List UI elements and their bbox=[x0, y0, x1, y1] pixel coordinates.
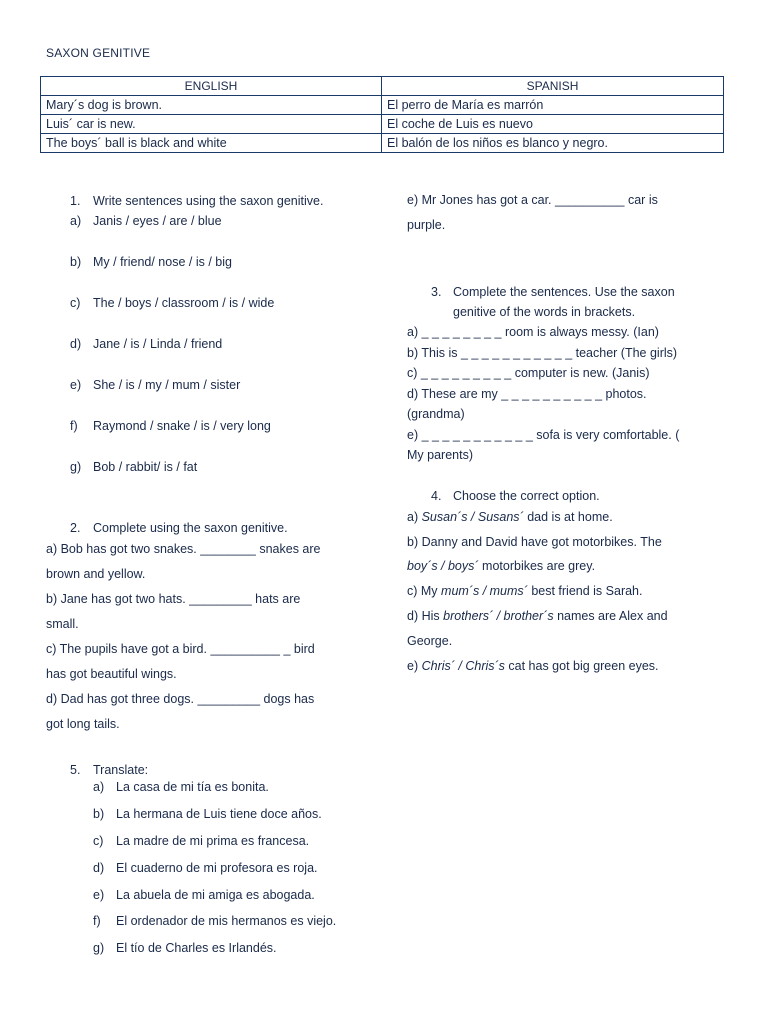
exercise-number: 3. bbox=[431, 285, 442, 299]
option-choices: mum´s / mums´ bbox=[441, 584, 528, 598]
item-letter: f) bbox=[70, 419, 78, 433]
column-header-spanish: SPANISH bbox=[382, 77, 724, 96]
exercise-line: b) Jane has got two hats. _________ hats are bbox=[46, 592, 301, 606]
line-suffix: motorbikes are grey. bbox=[478, 559, 596, 573]
line-suffix: names are Alex and bbox=[553, 609, 668, 623]
exercise-heading: Choose the correct option. bbox=[453, 489, 600, 503]
exercise-heading: Write sentences using the saxon genitive. bbox=[93, 194, 324, 208]
option-choices: brothers´ / brother´s bbox=[443, 609, 554, 623]
option-line bbox=[407, 609, 668, 623]
column-header-english: ENGLISH bbox=[41, 77, 382, 96]
item-letter: g) bbox=[93, 941, 105, 955]
item-text: She / is / my / mum / sister bbox=[93, 378, 241, 392]
exercise-heading: Translate: bbox=[93, 763, 149, 777]
vocabulary-table bbox=[40, 76, 724, 153]
exercise-line: c) The pupils have got a bird. __________ _ bird bbox=[46, 642, 315, 656]
table-cell: El coche de Luis es nuevo bbox=[382, 115, 724, 134]
page-title: SAXON GENITIVE bbox=[46, 46, 151, 60]
line-prefix: d) His bbox=[407, 609, 444, 623]
item-text: El tío de Charles es Irlandés. bbox=[116, 941, 277, 955]
option-line: George. bbox=[407, 634, 453, 648]
item-letter: g) bbox=[70, 460, 82, 474]
line-prefix: e) bbox=[407, 659, 422, 673]
option-line bbox=[407, 659, 659, 673]
exercise-number: 1. bbox=[70, 194, 81, 208]
item-text: La abuela de mi amiga es abogada. bbox=[116, 888, 315, 902]
item-text: The / boys / classroom / is / wide bbox=[93, 296, 275, 310]
table-header-row bbox=[41, 77, 724, 96]
option-line: b) Danny and David have got motorbikes. The bbox=[407, 535, 662, 549]
item-text: El ordenador de mis hermanos es viejo. bbox=[116, 914, 337, 928]
exercise-line: got long tails. bbox=[46, 717, 120, 731]
exercise-line: a) _ _ _ _ _ _ _ _ room is always messy. (Ian) bbox=[407, 325, 659, 339]
table-cell: Luis´ car is new. bbox=[41, 115, 382, 134]
table-row bbox=[41, 96, 724, 115]
item-text: La casa de mi tía es bonita. bbox=[116, 780, 269, 794]
line-suffix: cat has got big green eyes. bbox=[504, 659, 659, 673]
item-letter: b) bbox=[70, 255, 82, 269]
item-letter: a) bbox=[70, 214, 82, 228]
exercise-line: c) _ _ _ _ _ _ _ _ _ computer is new. (Janis) bbox=[407, 366, 650, 380]
exercise-number: 4. bbox=[431, 489, 442, 503]
line-prefix: a) bbox=[407, 510, 422, 524]
exercise-line: small. bbox=[46, 617, 79, 631]
item-text: El cuaderno de mi profesora es roja. bbox=[116, 861, 318, 875]
line-suffix: best friend is Sarah. bbox=[527, 584, 643, 598]
item-letter: d) bbox=[93, 861, 105, 875]
item-letter: c) bbox=[70, 296, 81, 310]
exercise-line: purple. bbox=[407, 218, 446, 232]
option-line bbox=[407, 559, 595, 573]
exercise-heading: Complete the sentences. Use the saxon bbox=[453, 285, 675, 299]
table-cell: El perro de María es marrón bbox=[382, 96, 724, 115]
item-text: La madre de mi prima es francesa. bbox=[116, 834, 310, 848]
item-letter: c) bbox=[93, 834, 104, 848]
item-letter: e) bbox=[93, 888, 105, 902]
exercise-line: e) _ _ _ _ _ _ _ _ _ _ _ sofa is very comfortable. ( bbox=[407, 428, 680, 442]
item-letter: f) bbox=[93, 914, 101, 928]
option-line bbox=[407, 584, 643, 598]
item-letter: b) bbox=[93, 807, 105, 821]
option-line bbox=[407, 510, 613, 524]
exercise-line: d) These are my _ _ _ _ _ _ _ _ _ _ photos. bbox=[407, 387, 647, 401]
exercise-line: has got beautiful wings. bbox=[46, 667, 177, 681]
line-suffix: dad is at home. bbox=[523, 510, 613, 524]
item-text: Jane / is / Linda / friend bbox=[93, 337, 223, 351]
option-choices: Chris´ / Chris´s bbox=[421, 659, 505, 673]
exercise-line: a) Bob has got two snakes. ________ snakes are bbox=[46, 542, 321, 556]
item-text: Janis / eyes / are / blue bbox=[93, 214, 222, 228]
line-prefix: c) My bbox=[407, 584, 442, 598]
table-row bbox=[41, 115, 724, 134]
exercise-line: (grandma) bbox=[407, 407, 465, 421]
exercise-line: My parents) bbox=[407, 448, 473, 462]
item-text: Bob / rabbit/ is / fat bbox=[93, 460, 198, 474]
item-text: Raymond / snake / is / very long bbox=[93, 419, 271, 433]
option-choices: Susan´s / Susans´ bbox=[421, 510, 524, 524]
exercise-heading: genitive of the words in brackets. bbox=[453, 305, 636, 319]
item-text: My / friend/ nose / is / big bbox=[93, 255, 232, 269]
exercise-line: e) Mr Jones has got a car. __________ car is bbox=[407, 193, 658, 207]
item-letter: e) bbox=[70, 378, 82, 392]
table-cell: Mary´s dog is brown. bbox=[41, 96, 382, 115]
table-cell: The boys´ ball is black and white bbox=[41, 134, 382, 153]
item-letter: d) bbox=[70, 337, 82, 351]
option-choices: boy´s / boys´ bbox=[407, 559, 479, 573]
exercise-line: brown and yellow. bbox=[46, 567, 146, 581]
exercise-number: 5. bbox=[70, 763, 81, 777]
item-letter: a) bbox=[93, 780, 105, 794]
exercise-heading: Complete using the saxon genitive. bbox=[93, 521, 288, 535]
exercise-number: 2. bbox=[70, 521, 81, 535]
table-row bbox=[41, 134, 724, 153]
exercise-line: b) This is _ _ _ _ _ _ _ _ _ _ _ teacher (The girls) bbox=[407, 346, 678, 360]
exercise-line: d) Dad has got three dogs. _________ dogs has bbox=[46, 692, 315, 706]
table-cell: El balón de los niños es blanco y negro. bbox=[382, 134, 724, 153]
item-text: La hermana de Luis tiene doce años. bbox=[116, 807, 322, 821]
